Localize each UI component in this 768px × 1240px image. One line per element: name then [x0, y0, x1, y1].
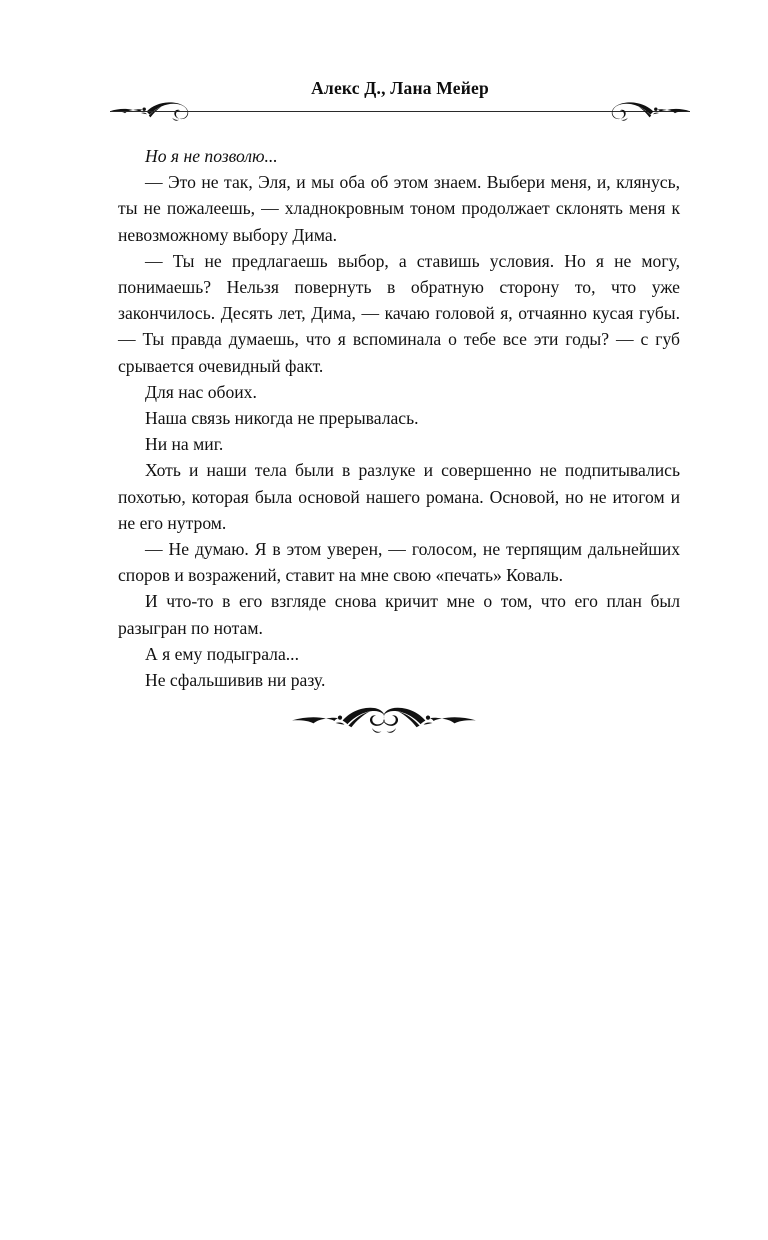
paragraph: — Это не так, Эля, и мы оба об этом знаем. Выбери меня, и, клянусь, ты не пожалеешь, — хладнокровным тоном продолжает склонять меня к невозможному выбору Дима. — [118, 172, 680, 245]
paragraph: Для нас обоих. — [145, 381, 257, 402]
flourish-ornament-center-icon — [286, 700, 482, 742]
body-text — [118, 143, 680, 693]
paragraph: — Не думаю. Я в этом уверен, — голосом, не терпящим дальнейших споров и возражений, ставит на мне свою «печать» Коваль. — [118, 539, 680, 586]
running-head — [110, 78, 690, 120]
paragraph: Наша связь никогда не прерывалась. — [145, 408, 419, 429]
paragraph: И что-то в его взгляде снова кричит мне о том, что его план был разыгран по нотам. — [118, 591, 680, 638]
paragraph: — Ты не предлагаешь выбор, а ставишь условия. Но я не могу, понимаешь? Нельзя повернуть в обратную сторону то, что уже закончилось. Десять лет, Дима, — качаю головой я, отчаянно кусая губы. — Ты правда думаешь, что я вспоминала о тебе все эти годы? — с губ срывается очевидный факт. — [118, 250, 680, 376]
page-title: Алекс Д., Лана Мейер — [311, 78, 489, 98]
paragraph: Не сфальшивив ни разу. — [145, 670, 326, 691]
flourish-ornament-right-icon — [588, 98, 692, 126]
paragraph: А я ему подыграла... — [145, 643, 299, 664]
flourish-ornament-left-icon — [108, 98, 212, 126]
paragraph: Но я не позволю... — [145, 146, 278, 166]
paragraph: Ни на миг. — [145, 434, 224, 455]
paragraph: Хоть и наши тела были в разлуке и совершенно не подпитывались похотью, которая была основой нашего романа. Основой, но не итогом и не его нутром. — [118, 460, 680, 533]
